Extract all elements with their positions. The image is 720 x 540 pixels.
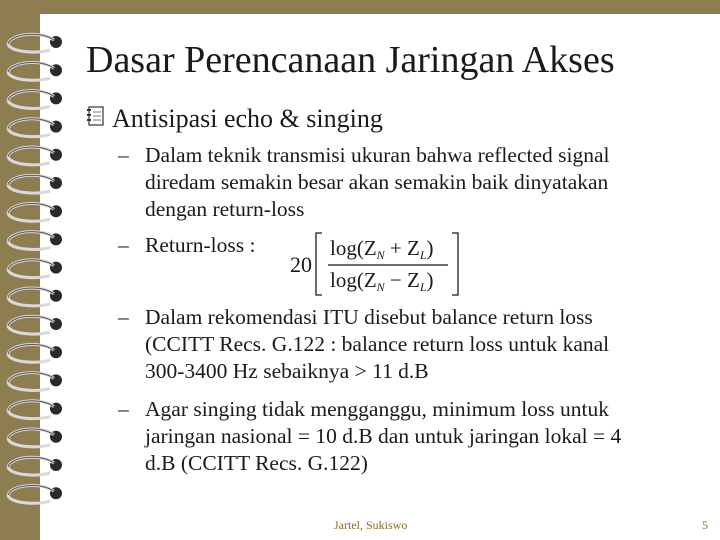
binding-ring [8, 62, 62, 80]
sub-bullet-line: (CCITT Recs. G.122 : balance return loss untuk kanal [145, 332, 610, 356]
formula-coefficient: 20 [290, 252, 312, 277]
binding-ring [8, 288, 62, 306]
bullet-level1 [86, 104, 383, 134]
sub-bullet-3 [118, 304, 678, 385]
sub-bullet-line: diredam semakin besar akan semakin baik dinyatakan [145, 170, 609, 194]
sub-bullet-4 [118, 396, 678, 477]
sub-bullet-line: Return-loss : [145, 233, 256, 257]
dash: – [118, 305, 129, 329]
binding-ring [8, 203, 62, 221]
return-loss-formula [288, 227, 468, 302]
binding-ring [8, 147, 62, 165]
sub-bullet-1 [118, 142, 678, 223]
sub-bullet-line: Agar singing tidak mengganggu, minimum loss untuk [145, 397, 610, 421]
sub-bullet-line: jaringan nasional = 10 d.B dan untuk jaringan lokal = 4 [145, 424, 622, 448]
binding-ring [8, 91, 62, 109]
binding-ring [8, 34, 62, 52]
sub-bullet-line: dengan return-loss [145, 197, 305, 221]
binding-ring [8, 232, 62, 250]
binding-ring [8, 429, 62, 447]
binding-ring [8, 344, 62, 362]
binding-ring [8, 401, 62, 419]
bullet-level1-text: Antisipasi echo & singing [112, 104, 383, 133]
binding-ring [8, 175, 62, 193]
spiral-binding [0, 0, 80, 540]
binding-ring [8, 260, 62, 278]
dash: – [118, 143, 129, 167]
binding-ring [8, 457, 62, 475]
sub-bullet-line: d.B (CCITT Recs. G.122) [145, 451, 368, 475]
footer-author: Jartel, Sukiswo [334, 518, 408, 532]
sub-bullet-line: 300-3400 Hz sebaiknya > 11 d.B [145, 359, 429, 383]
sub-bullet-line: Dalam teknik transmisi ukuran bahwa reflected signal [145, 143, 610, 167]
binding-ring [8, 316, 62, 334]
page-number: 5 [702, 518, 708, 532]
dash: – [118, 233, 129, 257]
binding-ring [8, 485, 62, 503]
binding-ring [8, 119, 62, 137]
formula-denominator: log(ZN − ZL) [330, 268, 434, 294]
formula-numerator: log(ZN + ZL) [330, 236, 434, 262]
notebook-bullet-icon [86, 104, 112, 134]
dash: – [118, 397, 129, 421]
binding-ring [8, 373, 62, 391]
slide-title: Dasar Perencanaan Jaringan Akses [86, 39, 615, 81]
sub-bullet-line: Dalam rekomendasi ITU disebut balance return loss [145, 305, 593, 329]
